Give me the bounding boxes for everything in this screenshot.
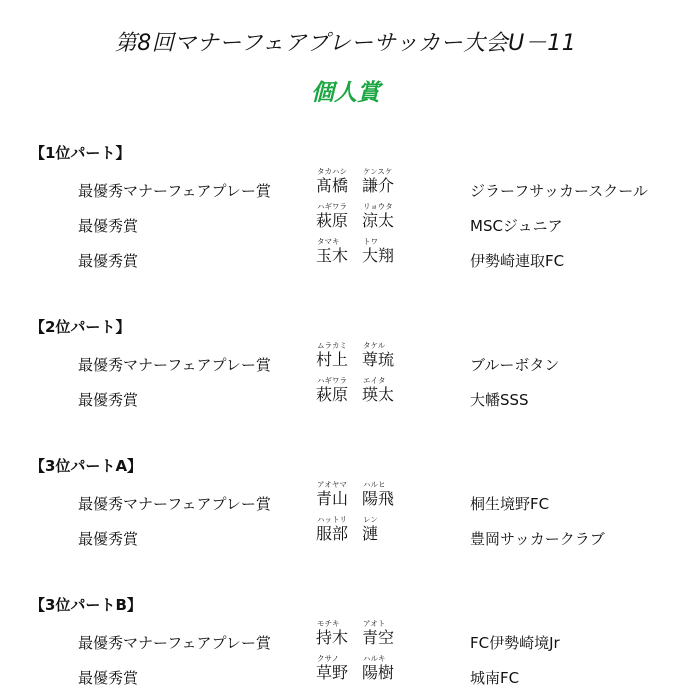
given-furigana: タケル	[363, 341, 386, 350]
family-name-group	[316, 376, 348, 405]
award-name: 最優秀賞	[78, 252, 139, 270]
given-name: 陽飛	[362, 489, 395, 508]
family-name-group	[316, 237, 348, 266]
award-name: 最優秀マナーフェアプレー賞	[78, 634, 271, 652]
family-name: 村上	[316, 350, 349, 369]
family-furigana: ハギワラ	[317, 202, 347, 211]
family-name-group	[316, 654, 348, 683]
family-name: 服部	[316, 524, 349, 543]
family-name: 萩原	[316, 385, 349, 404]
family-name-group	[316, 202, 348, 231]
given-name-group	[362, 376, 394, 405]
family-furigana: アオヤマ	[317, 480, 347, 489]
section-header: 【3位パートA】	[30, 457, 143, 475]
family-furigana: ハットリ	[317, 515, 347, 524]
given-name: 青空	[362, 628, 395, 647]
document-subtitle: 個人賞	[311, 80, 380, 106]
winner-name	[316, 654, 446, 688]
winner-name	[316, 341, 446, 375]
award-name: 最優秀マナーフェアプレー賞	[78, 356, 271, 374]
family-name: 髙橋	[316, 176, 349, 195]
award-row	[0, 480, 691, 514]
family-name-group	[316, 167, 348, 196]
given-name-group	[362, 341, 394, 370]
team-name: FC伊勢崎境Jr	[470, 634, 560, 652]
family-name: 玉木	[316, 246, 349, 265]
team-name: ジラーフサッカースクール	[470, 182, 648, 200]
family-furigana: ハギワラ	[317, 376, 347, 385]
given-name-group	[362, 202, 394, 231]
section-header: 【2位パート】	[30, 318, 131, 336]
team-name: 城南FC	[470, 669, 520, 687]
team-name: MSCジュニア	[470, 217, 563, 235]
given-furigana: トワ	[363, 237, 378, 246]
given-furigana: レン	[363, 515, 378, 524]
award-row	[0, 341, 691, 375]
award-row	[0, 202, 691, 236]
given-furigana: リョウタ	[363, 202, 393, 211]
given-furigana: ケンスケ	[363, 167, 393, 176]
team-name: 大幡SSS	[470, 391, 529, 409]
award-name: 最優秀賞	[78, 669, 139, 687]
given-name-group	[362, 480, 394, 509]
family-furigana: ムラカミ	[317, 341, 347, 350]
given-name-group	[362, 515, 378, 544]
given-name: 涼太	[362, 211, 395, 230]
winner-name	[316, 619, 446, 653]
family-name: 持木	[316, 628, 349, 647]
award-row	[0, 376, 691, 410]
section-header: 【3位パートB】	[30, 596, 142, 614]
given-name: 瑛太	[362, 385, 395, 404]
given-name: 尊琉	[362, 350, 395, 369]
given-name: 漣	[362, 524, 379, 543]
family-name-group	[316, 515, 348, 544]
award-row	[0, 515, 691, 549]
team-name: 豊岡サッカークラブ	[470, 530, 605, 548]
award-name: 最優秀賞	[78, 391, 139, 409]
given-name: 陽樹	[362, 663, 395, 682]
given-furigana: ハルヒ	[363, 480, 386, 489]
given-name: 謙介	[362, 176, 395, 195]
winner-name	[316, 167, 446, 201]
family-furigana: タマキ	[317, 237, 340, 246]
given-name-group	[362, 654, 394, 683]
given-name-group	[362, 619, 394, 648]
given-furigana: エイタ	[363, 376, 386, 385]
award-row	[0, 619, 691, 653]
family-furigana: タカハシ	[317, 167, 347, 176]
winner-name	[316, 480, 446, 514]
given-name-group	[362, 237, 394, 266]
family-name: 草野	[316, 663, 349, 682]
winner-name	[316, 376, 446, 410]
family-name: 青山	[316, 489, 349, 508]
team-name: 伊勢崎連取FC	[470, 252, 565, 270]
award-name: 最優秀マナーフェアプレー賞	[78, 182, 271, 200]
award-row	[0, 654, 691, 688]
given-name: 大翔	[362, 246, 395, 265]
document-title: 第8回マナーフェアプレーサッカー大会U－11	[114, 31, 577, 56]
winner-name	[316, 202, 446, 236]
family-furigana: モチキ	[317, 619, 340, 628]
section-header: 【1位パート】	[30, 144, 131, 162]
family-furigana: クサノ	[317, 654, 339, 663]
family-name-group	[316, 619, 348, 648]
family-name: 萩原	[316, 211, 349, 230]
award-row	[0, 167, 691, 201]
winner-name	[316, 237, 446, 271]
given-furigana: アオト	[363, 619, 386, 628]
team-name: 桐生境野FC	[470, 495, 550, 513]
given-name-group	[362, 167, 394, 196]
given-furigana: ハルキ	[363, 654, 386, 663]
team-name: ブルーボタン	[470, 356, 560, 374]
award-row	[0, 237, 691, 271]
family-name-group	[316, 341, 348, 370]
award-name: 最優秀マナーフェアプレー賞	[78, 495, 271, 513]
award-name: 最優秀賞	[78, 530, 139, 548]
winner-name	[316, 515, 446, 549]
award-name: 最優秀賞	[78, 217, 139, 235]
family-name-group	[316, 480, 348, 509]
